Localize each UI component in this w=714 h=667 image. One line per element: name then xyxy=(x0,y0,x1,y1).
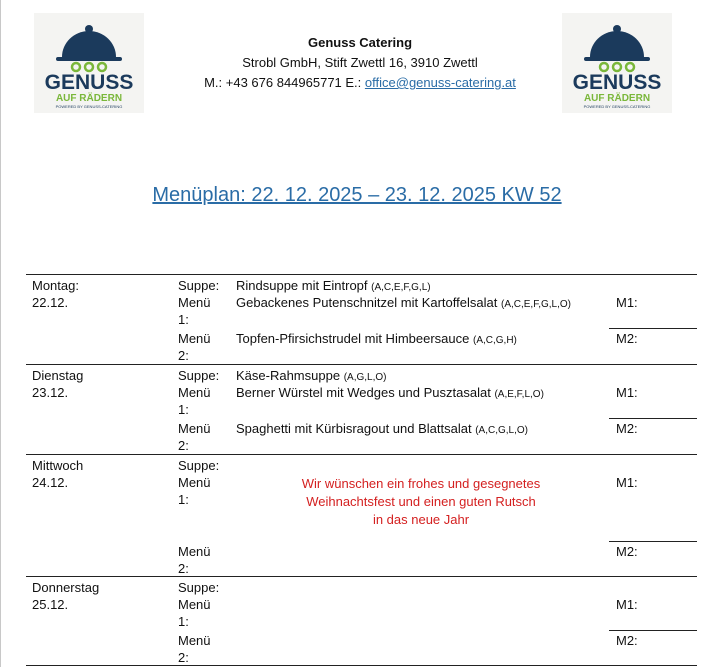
day-row-monday xyxy=(26,274,697,364)
dish-name: Gebackenes Putenschnitzel mit Kartoffelsalat xyxy=(236,295,498,310)
logo-right xyxy=(562,13,672,113)
day-name: Montag: xyxy=(32,278,79,293)
greeting-line: in das neue Jahr xyxy=(372,512,470,527)
day-date: 22.12. xyxy=(32,295,69,310)
dish-name: Berner Würstel mit Wedges und Pusztasalat xyxy=(236,385,491,400)
day-cell xyxy=(32,367,83,401)
menu2-label: Menü 2: xyxy=(178,544,211,576)
suppe-label: Suppe: xyxy=(178,278,220,293)
menu-table xyxy=(26,274,697,666)
day-row-tuesday xyxy=(26,364,697,454)
day-date: 23.12. xyxy=(32,385,69,400)
day-date: 25.12. xyxy=(32,597,69,612)
logo-tagline: POWERED BY GENUSS-CATERING xyxy=(583,104,651,109)
day-date: 24.12. xyxy=(32,475,69,490)
logo-tagline: POWERED BY GENUSS-CATERING xyxy=(55,104,123,109)
dish-name: Rindsuppe mit Eintropf xyxy=(236,278,368,293)
allergens: (A,C,G,L,O) xyxy=(475,425,529,436)
holiday-greeting xyxy=(236,475,606,529)
menu1-dish xyxy=(236,294,571,313)
company-name: Genuss Catering xyxy=(307,35,413,50)
day-row-wednesday xyxy=(26,454,697,576)
menu1-label: Menü 1: xyxy=(178,597,211,629)
m-divider xyxy=(609,418,697,419)
day-name: Mittwoch xyxy=(32,458,84,473)
menu1-label: Menü 1: xyxy=(178,385,211,417)
page-edge xyxy=(0,0,1,667)
dish-name: Käse-Rahmsuppe xyxy=(236,368,341,383)
suppe-label: Suppe: xyxy=(178,368,220,383)
allergens: (A,G,L,O) xyxy=(343,372,387,383)
dish-name: Topfen-Pfirsichstrudel mit Himbeersauce xyxy=(236,331,470,346)
day-name: Dienstag xyxy=(32,368,84,383)
logo-left xyxy=(34,13,144,113)
greeting-line: Weihnachtsfest und einen guten Rutsch xyxy=(306,494,536,509)
menu1-dish xyxy=(236,384,544,403)
suppe-label: Suppe: xyxy=(178,458,220,473)
email-link[interactable]: office@genuss-catering.at xyxy=(364,75,516,90)
dish-name: Spaghetti mit Kürbisragout und Blattsalat xyxy=(236,421,472,436)
logo-sub-text: AUF RÄDERN xyxy=(583,93,651,104)
m-divider xyxy=(609,541,697,542)
menu1-label: Menü 1: xyxy=(178,475,211,507)
menu2-dish xyxy=(236,330,517,349)
menu2-label: Menü 2: xyxy=(178,331,211,363)
m2-label: M2: xyxy=(616,421,638,436)
m1-label: M1: xyxy=(616,597,638,612)
day-name: Donnerstag xyxy=(32,580,100,595)
day-cell xyxy=(32,277,79,311)
logo-sub-text: AUF RÄDERN xyxy=(55,93,123,104)
greeting-line: Wir wünschen ein frohes und gesegnetes xyxy=(301,476,541,491)
m2-label: M2: xyxy=(616,633,638,648)
m1-label: M1: xyxy=(616,295,638,310)
page-title[interactable]: Menüplan: 22. 12. 2025 – 23. 12. 2025 KW 52 xyxy=(152,184,562,206)
day-row-thursday xyxy=(26,576,697,666)
day-cell xyxy=(32,579,99,613)
m2-label: M2: xyxy=(616,331,638,346)
logo-main-text: GENUSS xyxy=(572,71,662,94)
allergens: (A,C,E,F,G,L) xyxy=(371,282,431,293)
m1-label: M1: xyxy=(616,475,638,490)
menu2-label: Menü 2: xyxy=(178,633,211,665)
logo-main-text: GENUSS xyxy=(44,71,134,94)
contact-phone: M.: +43 676 844965771 E.: xyxy=(204,75,365,90)
company-contact xyxy=(180,75,540,90)
company-address: Strobl GmbH, Stift Zwettl 16, 3910 Zwettl xyxy=(242,55,478,70)
menu1-label: Menü 1: xyxy=(178,295,211,327)
allergens: (A,E,F,L,O) xyxy=(494,389,544,400)
m1-label: M1: xyxy=(616,385,638,400)
m2-label: M2: xyxy=(616,544,638,559)
day-cell xyxy=(32,457,83,491)
menu2-dish xyxy=(236,420,528,439)
suppe-label: Suppe: xyxy=(178,580,220,595)
m-divider xyxy=(609,328,697,329)
allergens: (A,C,E,F,G,L,O) xyxy=(500,299,571,310)
allergens: (A,C,G,H) xyxy=(473,335,517,346)
menu2-label: Menü 2: xyxy=(178,421,211,453)
m-divider xyxy=(609,630,697,631)
